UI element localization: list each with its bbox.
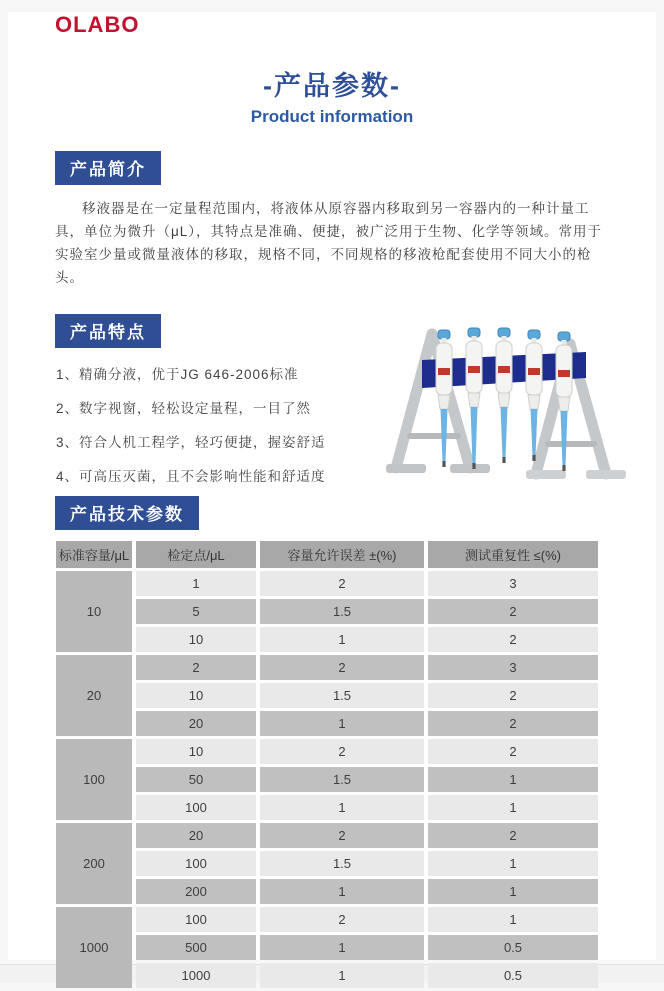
- table-cell: 2: [260, 655, 424, 680]
- pipette-rack-image: [372, 304, 644, 488]
- section-features: [8, 314, 656, 494]
- table-row: [56, 599, 598, 624]
- table-cell: 1: [428, 907, 598, 932]
- intro-paragraph: 移液器是在一定量程范围内，将液体从原容器内移取到另一容器内的一种计量工具，单位为微升（μL），其特点是准确、便捷，被广泛用于生物、化学等领域。常用于实验室少量或微量液体的移取，规格不同，不同规格的移液枪配套使用不同大小的枪头。: [55, 201, 603, 285]
- table-cell: 1: [260, 711, 424, 736]
- table-cell: 1.5: [260, 767, 424, 792]
- table-row: [56, 963, 598, 988]
- page-subtitle: Product information: [250, 107, 414, 126]
- table-cell: 0.5: [428, 935, 598, 960]
- feature-item: 4、可高压灭菌，且不会影响性能和舒适度: [56, 468, 326, 484]
- table-cell: 1: [260, 795, 424, 820]
- capacity-group-cell: 100: [56, 739, 132, 820]
- table-cell: 1.5: [260, 683, 424, 708]
- table-cell: 200: [136, 879, 256, 904]
- table-cell: 10: [136, 739, 256, 764]
- table-row: [56, 655, 598, 680]
- table-row: [56, 683, 598, 708]
- table-cell: 1: [136, 571, 256, 596]
- table-cell: 100: [136, 851, 256, 876]
- table-cell: 20: [136, 823, 256, 848]
- capacity-group-cell: 1000: [56, 907, 132, 988]
- table-cell: 2: [428, 627, 598, 652]
- table-cell: 1: [428, 767, 598, 792]
- capacity-group-cell: 200: [56, 823, 132, 904]
- table-cell: 2: [428, 711, 598, 736]
- section-specs: [8, 496, 656, 991]
- table-cell: 100: [136, 907, 256, 932]
- table-row: [56, 711, 598, 736]
- table-row: [56, 907, 598, 932]
- column-header: 检定点/μL: [136, 541, 256, 568]
- table-cell: 1: [260, 627, 424, 652]
- table-cell: 1.5: [260, 599, 424, 624]
- table-row: [56, 823, 598, 848]
- section-intro: [8, 151, 656, 290]
- table-cell: 2: [260, 739, 424, 764]
- table-cell: 2: [136, 655, 256, 680]
- intro-heading: 产品简介: [55, 151, 161, 185]
- table-row: [56, 935, 598, 960]
- table-row: [56, 851, 598, 876]
- column-header: 测试重复性 ≤(%): [428, 541, 598, 568]
- product-photo: [372, 304, 644, 488]
- spec-table-header: [56, 541, 598, 568]
- spec-table: [52, 538, 602, 991]
- table-cell: 10: [136, 627, 256, 652]
- feature-list: [56, 363, 366, 485]
- spec-table-body: [56, 571, 598, 988]
- table-cell: 1: [428, 851, 598, 876]
- table-row: [56, 795, 598, 820]
- table-cell: 500: [136, 935, 256, 960]
- table-cell: 10: [136, 683, 256, 708]
- table-cell: 20: [136, 711, 256, 736]
- table-cell: 3: [428, 655, 598, 680]
- feature-item: 3、符合人机工程学，轻巧便捷，握姿舒适: [56, 434, 326, 450]
- table-cell: 1: [428, 795, 598, 820]
- page: [0, 12, 664, 983]
- table-cell: 1000: [136, 963, 256, 988]
- title-block: [8, 64, 656, 127]
- page-title: -产品参数-: [263, 71, 401, 101]
- table-cell: 0.5: [428, 963, 598, 988]
- table-row: [56, 571, 598, 596]
- table-cell: 1.5: [260, 851, 424, 876]
- table-cell: 100: [136, 795, 256, 820]
- table-cell: 2: [428, 599, 598, 624]
- feature-item: 2、数字视窗，轻松设定量程，一目了然: [56, 400, 312, 416]
- table-cell: 1: [428, 879, 598, 904]
- table-cell: 2: [428, 683, 598, 708]
- table-row: [56, 627, 598, 652]
- brand-logo: OLABO: [55, 12, 140, 37]
- table-cell: 2: [428, 739, 598, 764]
- spec-header-row: [56, 541, 598, 568]
- table-cell: 2: [260, 823, 424, 848]
- table-cell: 5: [136, 599, 256, 624]
- capacity-group-cell: 10: [56, 571, 132, 652]
- feature-item: 1、精确分液，优于JG 646-2006标准: [56, 366, 299, 382]
- specs-heading: 产品技术参数: [55, 496, 199, 530]
- features-heading: 产品特点: [55, 314, 161, 348]
- table-cell: 3: [428, 571, 598, 596]
- table-cell: 1: [260, 935, 424, 960]
- table-row: [56, 767, 598, 792]
- table-cell: 1: [260, 963, 424, 988]
- content-card: [8, 12, 656, 983]
- table-row: [56, 739, 598, 764]
- table-cell: 50: [136, 767, 256, 792]
- table-cell: 1: [260, 879, 424, 904]
- table-cell: 2: [260, 571, 424, 596]
- table-cell: 2: [428, 823, 598, 848]
- table-row: [56, 879, 598, 904]
- column-header: 标准容量/μL: [56, 541, 132, 568]
- capacity-group-cell: 20: [56, 655, 132, 736]
- table-cell: 2: [260, 907, 424, 932]
- column-header: 容量允许误差 ±(%): [260, 541, 424, 568]
